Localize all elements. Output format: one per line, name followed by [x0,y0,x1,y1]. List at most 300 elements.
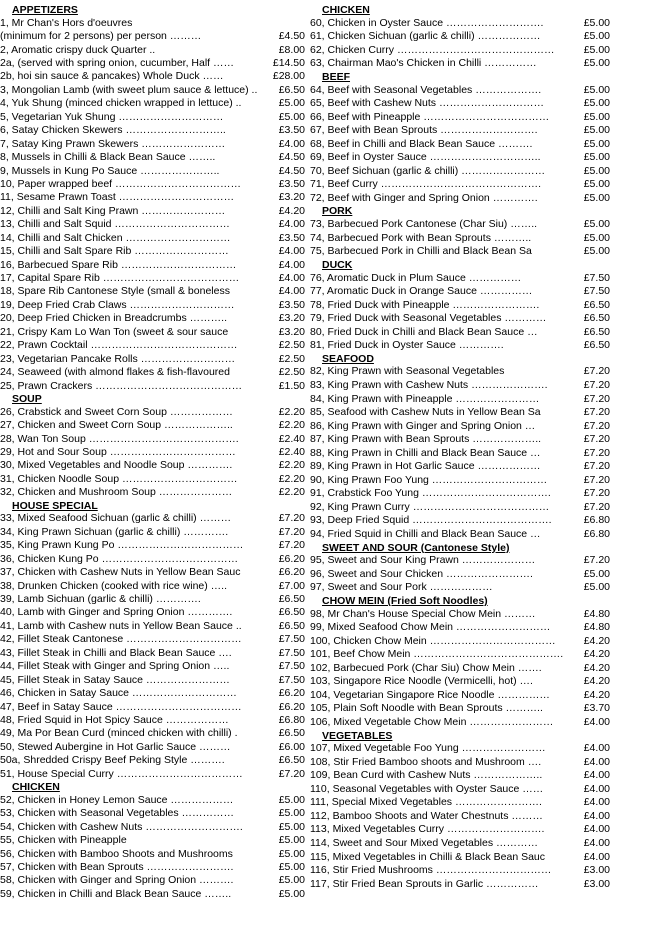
menu-item-price: £3.50 [278,177,305,190]
menu-item-name: 24, Seaweed (with almond flakes & fish-flavoured [0,366,230,379]
menu-item-price: £28.00 [272,70,305,83]
menu-item [310,138,610,152]
menu-item [0,326,305,339]
menu-item [0,714,305,727]
menu-item [0,30,305,43]
menu-item-price: £5.00 [583,191,610,204]
menu-item-price: £4.20 [583,661,610,674]
menu-item [310,474,610,488]
menu-item-price: £2.20 [278,459,305,472]
menu-item-name: 73, Barbecued Pork Cantonese (Char Siu) …….. [310,218,538,231]
menu-item [310,17,610,31]
menu-item-price: £6.50 [278,83,305,96]
menu-item [0,486,305,499]
menu-item-price: £4.00 [583,837,610,850]
menu-item [0,380,305,393]
menu-item [310,487,610,501]
menu-item-name: 114, Sweet and Sour Mixed Vegetables ………… [310,837,539,850]
menu-item-price: £3.00 [583,877,610,890]
menu-item [310,608,610,622]
menu-item [0,620,305,633]
menu-item-price: £6.80 [583,528,610,541]
section-heading: HOUSE SPECIAL [12,499,98,512]
menu-item-name: 50, Stewed Aubergine in Hot Garlic Sauce ……… [0,740,231,753]
menu-item-price: £7.20 [583,365,610,378]
menu-item [0,473,305,486]
menu-item [310,312,610,326]
menu-item-name: 95, Sweet and Sour King Prawn ………………… [310,554,536,567]
menu-item [310,621,610,635]
menu-item-name: 19, Deep Fried Crab Claws ………………………… [0,298,235,311]
menu-item [310,285,610,299]
menu-item-name: 23, Vegetarian Pancake Rolls ……………………… [0,352,236,365]
menu-item-name: 80, Fried Duck in Chilli and Black Bean Sauce … [310,325,538,338]
menu-item-name: 68, Beef in Chilli and Black Bean Sauce ………. [310,137,533,150]
menu-item-price: £3.50 [278,124,305,137]
menu-item-price: £5.00 [278,887,305,900]
menu-item-price: £4.80 [583,607,610,620]
menu-item-price: £5.00 [278,820,305,833]
menu-item-name: 2, Aromatic crispy duck Quarter .. [0,43,156,56]
menu-item-name: 5, Vegetarian Yuk Shung ………………………… [0,110,224,123]
menu-item-name: 17, Capital Spare Rib ………………………………… [0,272,240,284]
menu-item-price: £6.50 [278,619,305,632]
menu-item [0,97,305,110]
menu-item [310,192,610,206]
menu-item-price: £4.00 [583,755,610,768]
menu-item [310,44,610,58]
menu-item-name: 100, Chicken Chow Mein ……………………………… [310,634,556,647]
section-heading: APPETIZERS [12,4,78,16]
menu-item [310,165,610,179]
menu-item-price: £3.50 [278,231,305,244]
menu-item [0,84,305,97]
menu-item [310,460,610,474]
menu-item-name: 90, King Prawn Foo Yung …………………………… [310,473,548,486]
menu-item-name: 49, Ma Por Bean Curd (minced chicken with chilli) . [0,727,238,740]
menu-item-name: 61, Chicken Sichuan (garlic & chilli) ……………… [310,30,541,43]
menu-item-price: £4.00 [583,742,610,755]
menu-item [0,44,305,57]
menu-item-price: £6.50 [278,754,305,767]
menu-item [310,57,610,71]
menu-item [0,874,305,887]
menu-item [310,272,610,286]
menu-item-name: 88, King Prawn in Chilli and Black Bean Sauce … [310,446,541,459]
menu-item [0,272,305,285]
menu-item-name: 112, Bamboo Shoots and Water Chestnuts ……… [310,809,543,822]
menu-item-price: £4.20 [583,688,610,701]
menu-item-name: 48, Fried Squid in Hot Spicy Sauce ……………… [0,713,229,726]
menu-item-name: 59, Chicken in Chilli and Black Bean Sauce …….. [0,887,232,900]
menu-item-name: 42, Fillet Steak Cantonese …………………………… [0,633,242,646]
menu-item-price: £3.50 [278,298,305,311]
menu-item [0,353,305,366]
menu-item-name: 66, Beef with Pineapple ……………………………… [310,110,550,123]
menu-item-price: £5.00 [583,137,610,150]
menu-item [310,84,610,98]
menu-item-name: 64, Beef with Seasonal Vegetables ………………. [310,83,542,96]
menu-item [0,299,305,312]
menu-item [310,528,610,542]
menu-item [310,648,610,662]
menu-item-name: 2b, hoi sin sauce & pancakes) Whole Duck …… [0,70,224,83]
menu-item [310,742,610,756]
menu-item-price: £5.00 [583,218,610,231]
menu-item-price: £4.00 [583,823,610,836]
menu-item [0,446,305,459]
menu-item [0,727,305,740]
section-heading: SEAFOOD [322,352,374,365]
menu-item-price: £5.00 [278,861,305,873]
menu-item-price: £5.00 [278,97,305,110]
menu-item-name: 98, Mr Chan's House Special Chow Mein ……… [310,607,536,620]
menu-item-name: 77, Aromatic Duck in Orange Sauce …………… [310,285,533,298]
menu-item-name: 62, Chicken Curry ……………………………………… [310,43,555,56]
menu-item-name: 103, Singapore Rice Noodle (Vermicelli, hot) …. [310,675,533,688]
menu-item-price: £4.20 [583,634,610,647]
menu-item-price: £6.50 [583,325,610,338]
menu-item [310,420,610,434]
menu-item-price: £6.20 [278,687,305,700]
menu-item-name: 71, Beef Curry ………………………………………. [310,178,542,191]
menu-item-name: 65, Beef with Cashew Nuts ………………………… [310,97,544,110]
menu-item-price: £7.20 [583,500,610,513]
menu-item-name: 12, Chilli and Salt King Prawn …………………… [0,204,226,217]
menu-item-price: £6.80 [583,514,610,527]
menu-item-name: 109, Bean Curd with Cashew Nuts ……………….. [310,769,543,782]
menu-item-name: 14, Chilli and Salt Chicken ………………………… [0,231,231,244]
menu-item [310,837,610,851]
menu-item [0,794,305,807]
menu-item-price: £4.00 [583,769,610,782]
menu-item-price: £5.00 [278,793,305,806]
menu-item [310,30,610,44]
menu-item [310,218,610,232]
menu-item [310,783,610,797]
menu-item [0,151,305,164]
menu-item [310,501,610,515]
menu-item-name: 105, Plain Soft Noodle with Bean Sprouts ……….. [310,702,543,715]
menu-item [0,807,305,820]
menu-item-name: 108, Stir Fried Bamboo shoots and Mushroom …. [310,755,542,768]
menu-item [310,514,610,528]
menu-item-price: £6.50 [583,298,610,311]
menu-item-name: 75, Barbecued Pork in Chilli and Black Bean Sa [310,245,532,258]
menu-item [310,769,610,783]
menu-item-price: £7.20 [278,512,305,525]
menu-item-name: 85, Seafood with Cashew Nuts in Yellow Bean Sa [310,406,541,419]
menu-item-name: 84, King Prawn with Pineapple …………………… [310,392,540,405]
menu-item-price: £5.00 [583,16,610,29]
menu-item-price: £4.50 [278,164,305,177]
menu-item [0,593,305,606]
menu-item [310,379,610,393]
menu-item [310,756,610,770]
menu-item-name: 76, Aromatic Duck in Plum Sauce …………… [310,271,522,284]
menu-item [0,848,305,861]
menu-item-name: 97, Sweet and Sour Pork ……………… [310,581,493,594]
menu-item-name: 22, Prawn Cocktail …………………………………… [0,339,238,352]
menu-item-name: 52, Chicken in Honey Lemon Sauce ……………… [0,793,234,806]
menu-item [310,581,610,595]
menu-item-price: £1.50 [278,379,305,392]
menu-item [310,823,610,837]
menu-column-right [310,4,610,891]
menu-item-name: 13, Chilli and Salt Squid …………………………… [0,218,230,231]
menu-item-name: 31, Chicken Noodle Soup …………………………… [0,472,238,485]
menu-item-name: 10, Paper wrapped beef ……………………………… [0,177,241,190]
menu-item-name: 18, Spare Rib Cantonese Style (small & boneless [0,285,230,298]
menu-item-price: £4.50 [278,30,305,43]
menu-item-price: £2.50 [278,352,305,365]
menu-item-name: 36, Chicken Kung Po ………………………………… [0,552,239,565]
menu-item [0,888,305,901]
menu-item-price: £4.20 [278,204,305,217]
menu-item-name: 96, Sweet and Sour Chicken ……………………. [310,567,533,580]
menu-item-price: £3.70 [583,702,610,715]
menu-item-price: £7.00 [278,579,305,592]
menu-item-name: 82, King Prawn with Seasonal Vegetables [310,365,505,378]
menu-item-price: £5.00 [278,874,305,887]
menu-item-name: 6, Satay Chicken Skewers ……………………….. [0,124,226,137]
menu-item-price: £7.50 [278,660,305,673]
menu-item-price: £2.40 [278,445,305,458]
menu-item-price: £7.50 [278,633,305,646]
menu-item [310,716,610,730]
menu-item-price: £2.50 [278,339,305,352]
menu-item-name: 67, Beef with Bean Sprouts ………………………. [310,124,538,137]
menu-item-price: £5.00 [583,231,610,244]
menu-item-price: £5.00 [583,245,610,258]
menu-item-name: 3, Mongolian Lamb (with sweet plum sauce & lettuce) .. [0,83,258,96]
menu-item-name: 38, Drunken Chicken (cooked with rice wine) ….. [0,579,228,592]
menu-item-price: £2.20 [278,472,305,485]
menu-item-price: £4.00 [278,137,305,150]
menu-item-name: 53, Chicken with Seasonal Vegetables …………… [0,807,235,820]
menu-item [0,459,305,472]
menu-item-name: 74, Barbecued Pork with Bean Sprouts ……….. [310,231,532,244]
menu-item-price: £3.20 [278,312,305,325]
menu-item-price: £7.50 [583,271,610,284]
section-heading: SWEET AND SOUR (Cantonese Style) [322,541,510,554]
menu-item-name: 81, Fried Duck in Oyster Sauce …………. [310,339,504,352]
menu-item [310,365,610,379]
menu-item [310,662,610,676]
menu-item-name: 92, King Prawn Curry ………………………………… [310,500,550,513]
menu-item-price: £7.20 [278,525,305,538]
menu-item [310,851,610,865]
menu-item [0,768,305,781]
menu-item-price: £5.00 [583,83,610,96]
menu-item-name: 89, King Prawn in Hot Garlic Sauce ……………… [310,460,541,473]
menu-item [0,218,305,231]
menu-item-name: 25, Prawn Crackers …………………………………… [0,379,243,392]
menu-item [310,232,610,246]
menu-item [310,554,610,568]
menu-item-price: £6.50 [278,606,305,619]
menu-item-price: £7.50 [278,646,305,659]
menu-item-name: 41, Lamb with Cashew nuts in Yellow Bean Sauce .. [0,619,242,632]
menu-item-name: 11, Sesame Prawn Toast …………………………… [0,191,235,204]
menu-item-price: £4.00 [583,715,610,728]
menu-item-name: 91, Crabstick Foo Yung ………………………………. [310,487,551,500]
menu-item-price: £2.20 [278,405,305,418]
menu-item [0,580,305,593]
menu-item-price: £4.00 [583,796,610,809]
menu-item [310,339,610,353]
menu-item-price: £5.00 [583,97,610,110]
menu-item-name: 99, Mixed Seafood Chow Mein ……………………… [310,621,551,634]
menu-item-price: £6.20 [278,552,305,565]
menu-item-name: 30, Mixed Vegetables and Noodle Soup …………. [0,459,233,472]
menu-item [0,312,305,325]
menu-item-name: 2a, (served with spring onion, cucumber, Half …… [0,57,235,69]
menu-item [310,393,610,407]
menu-item [0,339,305,352]
menu-item [0,834,305,847]
menu-item-name: 16, Barbecued Spare Rib …………………………… [0,258,237,271]
menu-item [0,674,305,687]
menu-item-name: 93, Deep Fried Squid …………………………………. [310,514,552,527]
menu-item [310,568,610,582]
menu-item-price: £7.20 [583,460,610,473]
menu-item [0,191,305,204]
menu-item [0,178,305,191]
menu-item [0,687,305,700]
menu-item-price: £6.00 [278,740,305,753]
menu-item-name: 26, Crabstick and Sweet Corn Soup ……………… [0,405,233,418]
section-heading: PORK [322,205,353,218]
section-heading: DUCK [322,258,353,271]
menu-item-price: £5.00 [583,57,610,70]
menu-item [310,635,610,649]
menu-item-name: 51, House Special Curry ……………………………… [0,767,243,780]
menu-item-price: £5.00 [583,581,610,594]
menu-item [0,754,305,767]
menu-item-name: 94, Fried Squid in Chilli and Black Bean Sauce … [310,528,541,541]
menu-item [0,539,305,552]
menu-item-name: 40, Lamb with Ginger and Spring Onion …………. [0,606,233,619]
menu-item-name: 1, Mr Chan's Hors d'oeuvres [0,16,133,29]
menu-item-price: £5.00 [583,30,610,43]
section-heading: SOUP [12,392,42,405]
menu-item-price: £5.00 [278,110,305,123]
menu-item-name: 29, Hot and Sour Soup ……………………………… [0,445,236,458]
menu-item-price: £5.00 [583,178,610,191]
menu-item-price: £4.00 [278,258,305,271]
menu-item-price: £4.00 [278,218,305,231]
menu-item-name: 9, Mussels in Kung Po Sauce ………………….. [0,164,220,177]
menu-item-name: 56, Chicken with Bamboo Shoots and Mushrooms [0,847,233,860]
menu-item-price: £2.40 [278,432,305,445]
menu-item [310,245,610,259]
menu-item-price: £7.50 [583,285,610,298]
menu-item-price: £5.00 [278,834,305,847]
menu-item-name: 60, Chicken in Oyster Sauce ………………………. [310,16,544,29]
menu-item-name: 83, King Prawn with Cashew Nuts …………………. [310,379,548,392]
section-heading: CHOW MEIN (Fried Soft Noodles) [322,594,488,607]
menu-item-price: £3.00 [583,864,610,877]
menu-item [0,512,305,525]
menu-item-price: £7.20 [583,487,610,500]
menu-item-price: £7.20 [583,406,610,419]
menu-item-name: 78, Fried Duck with Pineapple ……………………. [310,298,540,311]
menu-item-name: 58, Chicken with Ginger and Spring Onion ………. [0,874,234,887]
menu-item-name: 37, Chicken with Cashew Nuts in Yellow Bean Sauc [0,566,241,579]
menu-item-price: £7.20 [583,554,610,567]
menu-item-name: 20, Deep Fried Chicken in Breadcrumbs ……….. [0,312,228,325]
menu-item-price: £6.80 [278,713,305,726]
menu-item-name: 44, Fillet Steak with Ginger and Spring Onion ….. [0,660,230,673]
menu-item-name: 45, Fillet Steak in Satay Sauce …………………… [0,673,230,686]
menu-item-name: 70, Beef Sichuan (garlic & chilli) …………………… [310,164,546,177]
menu-item [0,821,305,834]
menu-item-price: £2.20 [278,486,305,499]
section-heading: CHICKEN [12,781,60,794]
menu-item [310,689,610,703]
menu-item [310,810,610,824]
menu-item-name: 107, Mixed Vegetable Foo Yung …………………… [310,742,546,755]
section-heading: BEEF [322,70,351,83]
menu-item-price: £4.00 [278,245,305,258]
menu-item-name: 4, Yuk Shung (minced chicken wrapped in lettuce) .. [0,97,242,110]
menu-item-name: 69, Beef in Oyster Sauce ………………………….. [310,151,541,164]
menu-item [0,419,305,432]
menu-item-price: £4.00 [583,782,610,795]
menu-item [310,675,610,689]
menu-item-name: 117, Stir Fried Bean Sprouts in Garlic …………… [310,877,539,890]
section-heading: VEGETABLES [322,729,393,742]
menu-item-price: £7.20 [583,392,610,405]
menu-item-price: £5.00 [583,567,610,580]
menu-item [0,205,305,218]
menu-item-name: 7, Satay King Prawn Skewers …………………… [0,137,226,150]
menu-item-name: (minimum for 2 persons) per person ……… [0,30,202,43]
menu-item [310,326,610,340]
menu-item [0,245,305,258]
menu-item-name: 21, Crispy Kam Lo Wan Ton (sweet & sour sauce [0,325,229,338]
menu-item [0,366,305,379]
menu-item-name: 15, Chilli and Salt Spare Rib ……………………… [0,245,229,258]
menu-item [0,165,305,178]
menu-item [310,178,610,192]
menu-item-name: 110, Seasonal Vegetables with Oyster Sauce …… [310,782,544,795]
menu-item [0,526,305,539]
menu-item-price: £2.20 [278,419,305,432]
menu-item-price: £6.50 [583,312,610,325]
menu-item [310,702,610,716]
menu-item-name: 32, Chicken and Mushroom Soup ………………… [0,486,233,499]
menu-item-price: £6.50 [278,727,305,740]
menu-item-name: 113, Mixed Vegetables Curry ………………………. [310,823,545,836]
menu-item-price: £4.00 [278,272,305,284]
menu-item-name: 50a, Shredded Crispy Beef Peking Style ………. [0,754,225,767]
menu-item-price: £4.00 [583,850,610,863]
menu-item-price: £7.20 [583,433,610,446]
menu-item-price: £4.20 [583,648,610,661]
menu-item [310,878,610,892]
menu-item-name: 43, Fillet Steak in Chilli and Black Bean Sauce …. [0,646,232,659]
menu-item-name: 87, King Prawn with Bean Sprouts ……………….. [310,433,542,446]
menu-item-name: 33, Mixed Seafood Sichuan (garlic & chilli) ……… [0,512,232,525]
menu-item-name: 34, King Prawn Sichuan (garlic & chilli) …………. [0,525,229,538]
menu-item-name: 104, Vegetarian Singapore Rice Noodle …………… [310,688,550,701]
menu-item [310,299,610,313]
menu-item-price: £5.00 [278,847,305,860]
menu-item [0,861,305,874]
menu-item [310,151,610,165]
